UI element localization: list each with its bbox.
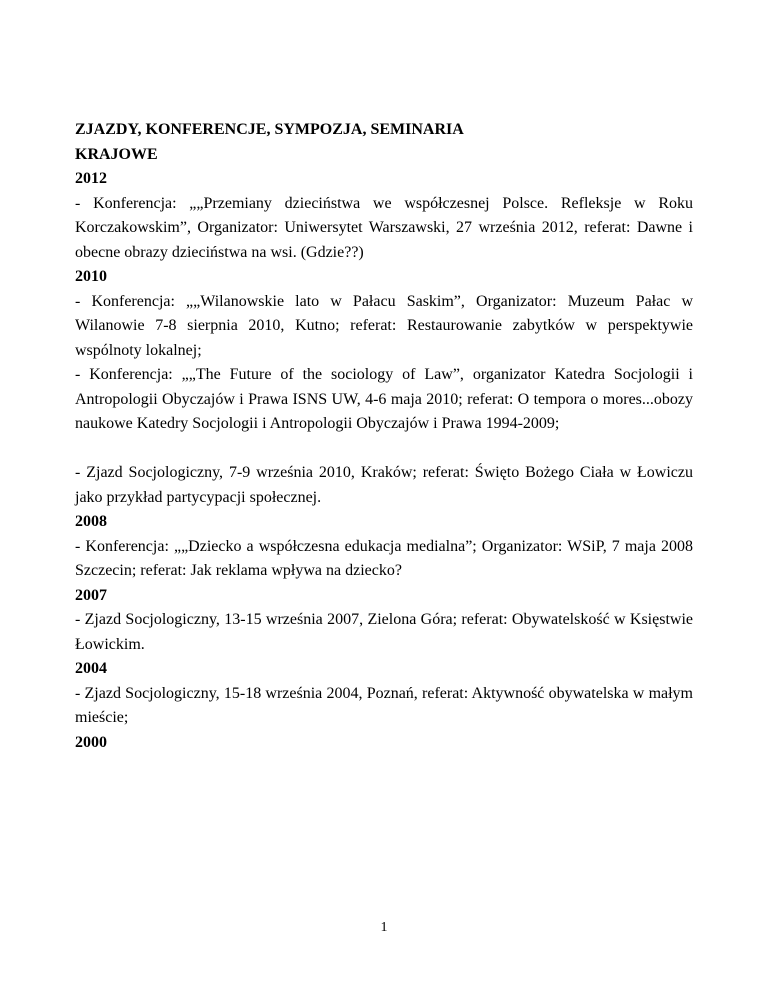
list-item: - Zjazd Socjologiczny, 13-15 września 2007, Zielona Góra; referat: Obywatelskość w Księstwie Łowickim.: [75, 611, 693, 653]
list-item: - Konferencja: „„Wilanowskie lato w Pałacu Saskim”, Organizator: Muzeum Pałac w Wilanowie 7-8 sierpnia 2010, Kutno; referat: Restaurowanie zabytków w perspektywie wspólnoty lokalnej;: [75, 292, 693, 359]
list-item: - Konferencja: „„Przemiany dzieciństwa we współczesnej Polsce. Refleksje w Roku Korczakowskim”, Organizator: Uniwersytet Warszawski, 27 września 2012, referat: Dawne i obecne obrazy dzieciństwa na wsi. (Gdzie??): [75, 194, 693, 261]
spacer: [75, 437, 693, 462]
year-heading: 2007: [75, 586, 107, 604]
list-item: - Konferencja: „„Dziecko a współczesna edukacja medialna”; Organizator: WSiP, 7 maja 2008 Szczecin; referat: Jak reklama wpływa na dziecko?: [75, 537, 693, 579]
year-heading: 2012: [75, 170, 107, 187]
document-body: [75, 118, 693, 755]
list-item: - Zjazd Socjologiczny, 15-18 września 2004, Poznań, referat: Aktywność obywatelska w małym mieście;: [75, 684, 693, 726]
document-heading: ZJAZDY, KONFERENCJE, SYMPOZJA, SEMINARIA: [75, 121, 464, 138]
year-heading: 2004: [75, 660, 107, 677]
year-heading: 2008: [75, 513, 107, 530]
list-item: - Konferencja: „„The Future of the sociology of Law”, organizator Katedra Socjologii i Antropologii Obyczajów i Prawa ISNS UW, 4-6 maja 2010; referat: O tempora o mores...obozy naukowe Katedry Socjologii i Antropologii Obyczajów i Prawa 1994-2009;: [75, 366, 693, 432]
year-heading: 2000: [75, 733, 107, 751]
year-heading: 2010: [75, 268, 107, 285]
section-title: KRAJOWE: [75, 145, 158, 163]
list-item: - Zjazd Socjologiczny, 7-9 września 2010, Kraków; referat: Święto Bożego Ciała w Łowiczu jako przykład partycypacji społecznej.: [75, 464, 693, 506]
page-number: 1: [380, 920, 388, 935]
